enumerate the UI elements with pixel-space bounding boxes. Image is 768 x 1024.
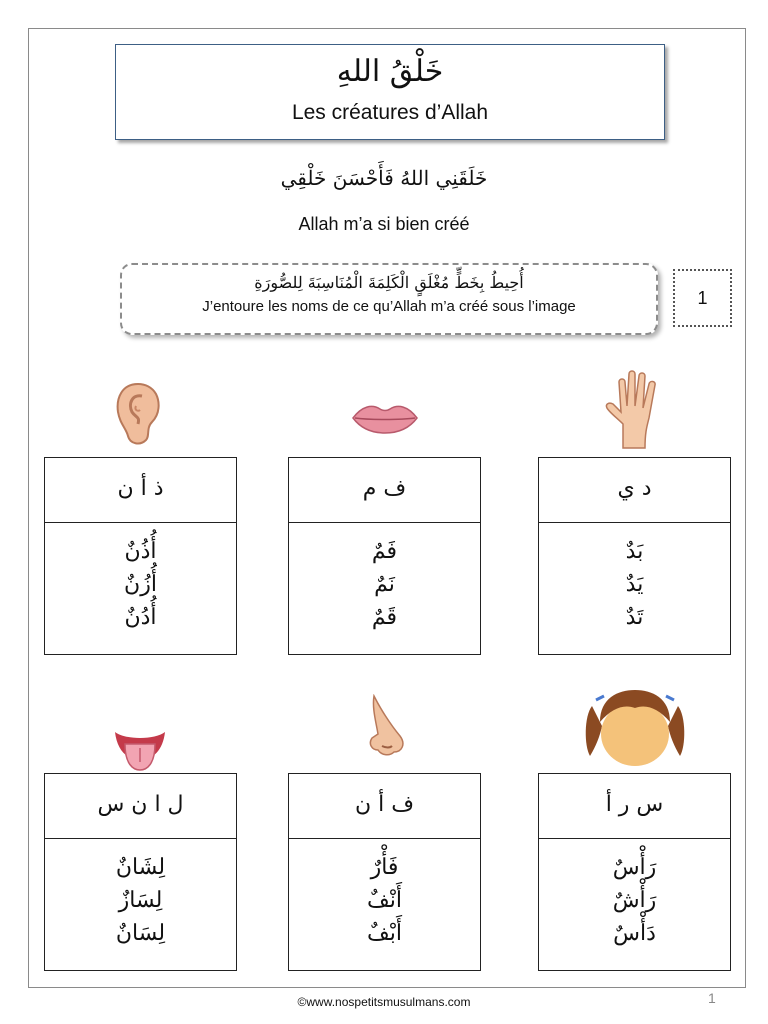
letters-nose: ف أ ن (289, 774, 480, 839)
word-cell-ear (44, 457, 237, 655)
letters-tongue: ل ا ن س (45, 774, 236, 839)
verse-arabic: خَلَقَنِي اللهُ فَأَحْسَنَ خَلْقِي (280, 166, 488, 190)
option-ear-3[interactable]: أُدُنٌ (124, 605, 157, 630)
option-hand-3[interactable]: تَدٌ (625, 605, 644, 630)
option-tongue-3[interactable]: لِسَانٌ (115, 921, 166, 946)
verse-french: Allah m’a si bien créé (298, 214, 470, 234)
instruction-arabic: أُحِيطُ بِخَطٍّ مُغْلَقٍ الْكَلِمَةَ الْمُنَاسِبَةَ لِلصُّورَةِ (254, 273, 524, 292)
option-nose-3[interactable]: أَبْفٌ (366, 921, 402, 946)
option-head-3[interactable]: دَأْسٌ (613, 921, 656, 946)
word-cell-mouth (288, 457, 481, 655)
option-ear-1[interactable]: أُذُنٌ (124, 539, 157, 564)
letters-hand: د ي (539, 458, 730, 523)
title-french: Les créatures d’Allah (291, 101, 489, 124)
title-box (115, 44, 665, 140)
hand-icon (603, 368, 667, 450)
page-number: 1 (708, 990, 716, 1006)
option-hand-1[interactable]: بَدٌ (625, 539, 644, 564)
word-cell-head (538, 773, 731, 971)
option-head-2[interactable]: رَأْشٌ (612, 888, 657, 913)
option-tongue-1[interactable]: لِشَانٌ (115, 855, 166, 880)
instruction-box (120, 263, 658, 335)
option-mouth-2[interactable]: نَمٌ (374, 572, 395, 597)
option-tongue-2[interactable]: لِسَازٌ (118, 888, 163, 913)
option-mouth-3[interactable]: قَمٌ (371, 605, 398, 630)
lips-icon (350, 400, 420, 436)
option-nose-2[interactable]: أَنْفٌ (366, 888, 402, 913)
word-cell-hand (538, 457, 731, 655)
letters-mouth: ف م (289, 458, 480, 523)
title-arabic: خَلْقُ اللهِ (336, 54, 444, 89)
exercise-number: 1 (673, 269, 732, 327)
option-nose-1[interactable]: فَأْرٌ (370, 855, 399, 880)
head-icon (582, 686, 688, 766)
word-cell-nose (288, 773, 481, 971)
ear-icon (112, 380, 164, 448)
option-mouth-1[interactable]: فَمٌ (371, 539, 398, 564)
instruction-french: J’entoure les noms de ce qu’Allah m’a créé sous l’image (202, 298, 576, 315)
option-ear-2[interactable]: أُزُنٌ (124, 572, 157, 597)
option-head-1[interactable]: رَأْسٌ (612, 855, 657, 880)
footer-credit: ©www.nospetitsmusulmans.com (297, 995, 471, 1009)
option-hand-2[interactable]: يَدٌ (625, 572, 644, 597)
nose-icon (364, 694, 408, 758)
tongue-icon (113, 726, 167, 772)
word-cell-tongue (44, 773, 237, 971)
letters-head: س ر أ (539, 774, 730, 839)
letters-ear: ذ أ ن (45, 458, 236, 523)
